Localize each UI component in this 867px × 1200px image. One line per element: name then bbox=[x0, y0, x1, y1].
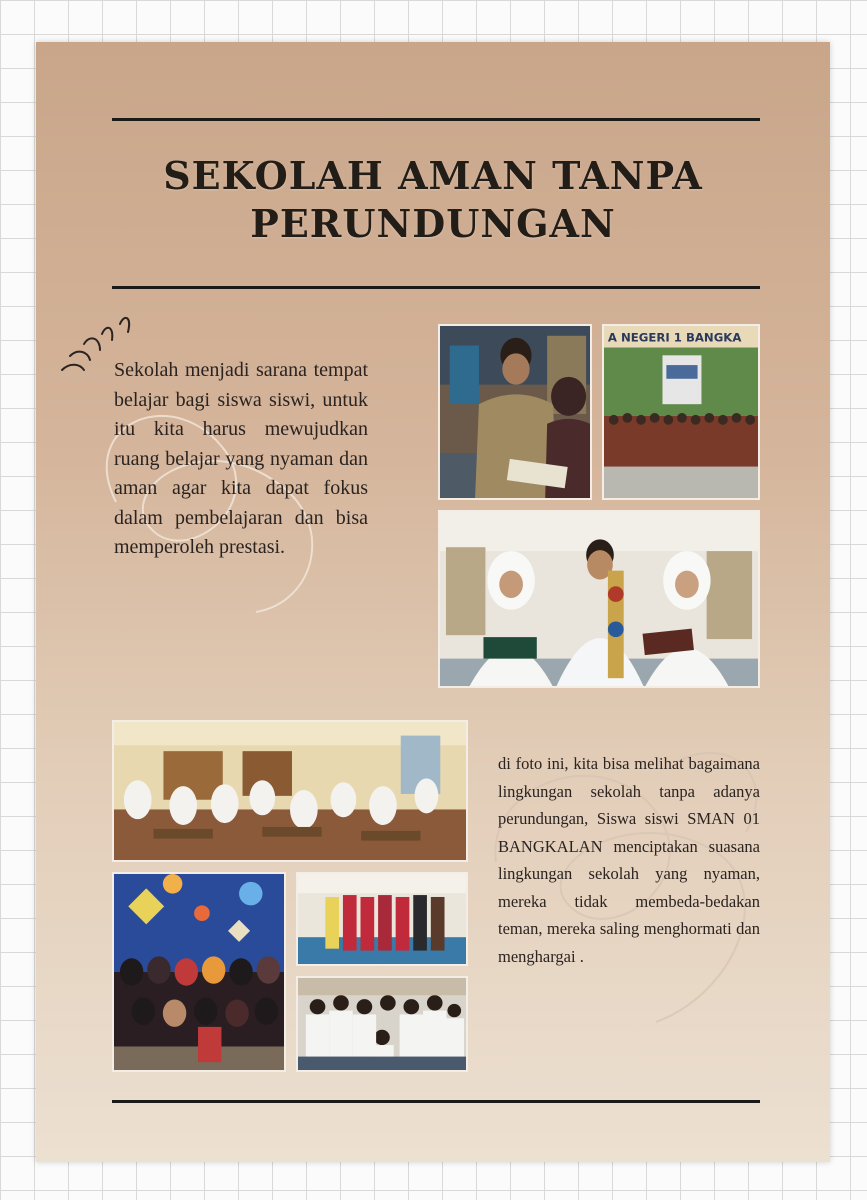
school-gate-sign: A NEGERI 1 BANGKA bbox=[607, 330, 742, 345]
photo-boys-group bbox=[296, 976, 468, 1072]
photo-library-reading bbox=[438, 324, 592, 500]
title-line-2: PERUNDUNGAN bbox=[250, 201, 616, 246]
intro-paragraph: Sekolah menjadi sarana tempat belajar bagi siswa siswi, untuk itu kita harus mewujudkan ruang belajar yang nyaman dan aman agar kita dapat fokus dalam pembelajaran dan bisa memperoleh prestasi. bbox=[114, 359, 368, 558]
description-paragraph: di foto ini, kita bisa melihat bagaimana lingkungan sekolah tanpa adanya perundungan, Siswa siswi SMAN 01 BANGKALAN menciptakan suasana lingkungan sekolah yang nyaman, mereka tidak membeda-bedakan teman, mereka saling menghormati dan menghargai . bbox=[498, 754, 760, 966]
poster-page bbox=[36, 42, 830, 1162]
photo-school-gate-group bbox=[602, 324, 760, 500]
title-line-1: SEKOLAH AMAN TANPA bbox=[163, 153, 703, 198]
photo-students-standing bbox=[296, 872, 468, 966]
photo-students-trophy bbox=[438, 510, 760, 688]
title-bottom-rule bbox=[112, 286, 760, 289]
poster-title bbox=[76, 152, 790, 248]
top-rule bbox=[112, 118, 760, 121]
bottom-rule bbox=[112, 1100, 760, 1103]
photo-classroom bbox=[112, 720, 468, 862]
photo-mural-group bbox=[112, 872, 286, 1072]
